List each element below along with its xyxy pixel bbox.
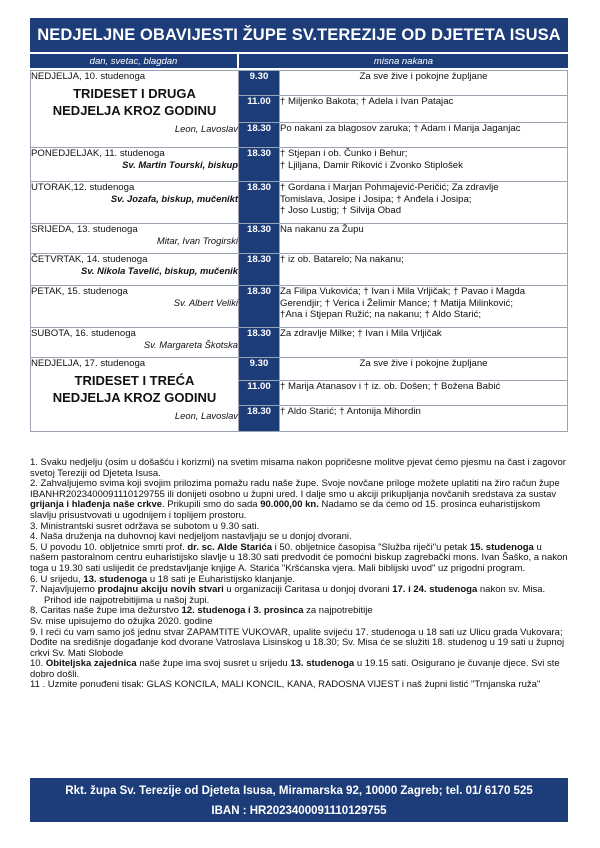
announcement-8: 8. Caritas naše župe ima dežurstvo 12. studenoga i 3. prosinca za najpotrebitije (30, 605, 373, 617)
intention-line: † Stjepan i ob. Čunko i Behur; (280, 148, 408, 159)
mass-intention (280, 182, 568, 224)
day-cell (31, 148, 239, 182)
intention-line: Na nakanu za Župu (280, 224, 364, 235)
day-name: NEDJELJA, 17. studenoga (31, 358, 146, 369)
mass-schedule-table (30, 70, 568, 432)
announcements (30, 458, 568, 691)
table-row (31, 71, 568, 96)
day-cell (31, 254, 239, 286)
mass-intention: † Miljenko Bakota; † Adela i Ivan Patajac (280, 96, 568, 123)
mass-intention (280, 148, 568, 182)
saint-name: Sv. Albert Veliki (173, 297, 238, 308)
day-name: PETAK, 15. studenoga (31, 286, 128, 297)
mass-time: 18.30 (239, 286, 280, 328)
column-header-intent: misna nakana (239, 54, 568, 68)
saint-name: Sv. Margareta Škotska (143, 339, 238, 350)
mass-intention: Za sve žive i pokojne župljane (280, 358, 568, 381)
intention-line: Tomislava, Josipe i Josipa; † Anđela i Josipa; (280, 193, 472, 205)
announcement-1: 1. Svaku nedjelju (osim u došašću i korizmi) na svetim misama nakon popričesne molitve pjevat ćemo pjesmu na čast i zagovor svetoj Tereziji od Djeteta Isusa. (30, 457, 566, 479)
feast-name: NEDJELJA KROZ GODINU (52, 390, 217, 405)
saint-name: Mitar, Ivan Trogirski (156, 235, 238, 246)
saint-name: Leon, Lavoslav (174, 410, 238, 421)
mass-time: 18.30 (239, 254, 280, 286)
announcement-9: 9. I reći ću vam samo još jednu stvar ZAPAMTITE VUKOVAR, upalite svijeću 17. studenoga u 18 sati uz Ulicu grada Vukovara; Dođite na središnje događanje kod dvorane Vatroslava Lisinskog u 18.30; Sv. Misa će se služiti 18. studenog u 19 sati u župnoj crkvi Sv. Mati Slobode (30, 626, 565, 659)
mass-time: 18.30 (239, 182, 280, 224)
feast-name: TRIDESET I DRUGA (73, 86, 196, 101)
mass-time: 18.30 (239, 148, 280, 182)
day-name: NEDJELJA, 10. studenoga (31, 71, 146, 82)
intention-line: † Ljiljana, Damir Riković i Zvonko Stiplošek (280, 159, 463, 171)
announcement-8-cont: Sv. mise upisujemo do ožujka 2020. godine (30, 615, 213, 627)
mass-time: 18.30 (239, 224, 280, 254)
intention-line: Za zdravlje Milke; † Ivan i Mila Vrljičak (280, 328, 442, 339)
page-title: NEDJELJNE OBAVIJESTI ŽUPE SV.TEREZIJE OD DJETETA ISUSA (30, 18, 568, 52)
intention-line: Gerendjir; † Verica i Želimir Mance; † Matija Milinković; (280, 297, 513, 309)
day-cell (31, 71, 239, 148)
footer-address: Rkt. župa Sv. Terezije od Djeteta Isusa, Miramarska 92, 10000 Zagreb; tel. 01/ 6170 525 (65, 785, 533, 797)
footer-contact (30, 778, 568, 822)
saint-name: Leon, Lavoslav (174, 123, 238, 134)
mass-time: 18.30 (239, 328, 280, 358)
table-row (31, 182, 568, 224)
table-row (31, 254, 568, 286)
mass-time: 18.30 (239, 406, 280, 432)
saint-name: Sv. Martin Tourski, biskup (122, 159, 238, 170)
announcement-2: 2. Zahvaljujemo svima koji svojim prilozima pomažu radu naše župe. Svoje novčane priloge možete uplatiti na žiro račun župe IBANHR2023400091110129755 ili donijeti osobno u župni ured. I dalje smo u akciji prikupljanja novčanih sredstava za sustav grijanja i hlađenja naše crkve. Prikupili smo do sada 90.000,00 kn. Nadamo se da ćemo od 15. prosinca euharistijskom slavlju prisustvovati u ugodnijem i toplijem prostoru. (30, 478, 560, 521)
table-row (31, 328, 568, 358)
feast-name: NEDJELJA KROZ GODINU (52, 103, 217, 118)
mass-time: 11.00 (239, 381, 280, 406)
day-cell (31, 358, 239, 432)
mass-intention: Za sve žive i pokojne župljane (280, 71, 568, 96)
day-name: SUBOTA, 16. studenoga (31, 328, 136, 339)
column-header-day: dan, svetac, blagdan (30, 54, 237, 68)
mass-intention: † Marija Atanasov i † iz. ob. Došen; † Božena Babić (280, 381, 568, 406)
mass-intention: Po nakani za blagosov zaruka; † Adam i Marija Jaganjac (280, 123, 568, 148)
mass-time: 9.30 (239, 71, 280, 96)
day-name: ČETVRTAK, 14. studenoga (31, 254, 148, 265)
feast-name: TRIDESET I TREĆA (74, 373, 195, 388)
intention-line: † Joso Lustig; † Silvija Obad (280, 205, 402, 216)
day-name: UTORAK,12. studenoga (31, 182, 135, 193)
day-cell (31, 224, 239, 254)
mass-time: 18.30 (239, 123, 280, 148)
footer-iban: IBAN : HR2023400091110129755 (211, 805, 387, 817)
mass-intention (280, 254, 568, 286)
mass-intention (280, 328, 568, 358)
day-cell (31, 328, 239, 358)
intention-line: †Ana i Stjepan Ružić; na nakanu; † Aldo Starić; (280, 309, 482, 320)
day-name: SRIJEDA, 13. studenoga (31, 224, 138, 235)
announcement-5: 5. U povodu 10. obljetnice smrti prof. dr. sc. Alde Starića i 50. obljetnice časopisa "Služba riječi"u petak 15. studenoga u našem pastoralnom centru euharistijsko slavlje u 18.30 sati predvodit će pomoćni biskup zagrebački mons. Ivan Šaško, a nakon toga u 19.30 sati uslijedit će predstavljanje knjige A. Starića "Kršćanska vjera. Mali biblijski uvod" uz prigodni program. (30, 541, 568, 574)
table-row (31, 286, 568, 328)
intention-line: † Gordana i Marjan Pohmajević-Peričić; Za zdravlje (280, 182, 499, 193)
mass-intention (280, 286, 568, 328)
announcement-7: 7. Najavljujemo prodajnu akciju novih stvari u organizaciji Caritasa u donjoj dvorani 17. i 24. studenoga nakon sv. Misa. (30, 584, 546, 596)
announcement-11: 11 . Uzmite ponuđeni tisak: GLAS KONCILA, MALI KONCIL, KANA, RADOSNA VIJEST i naš župni listić "Trnjanska ruža" (30, 679, 541, 691)
announcement-6: 6. U srijedu, 13. studenoga u 18 sati je Euharistijsko klanjanje. (30, 573, 296, 585)
announcement-4: 4. Naša druženja na duhovnoj kavi nedjeljom nastavljaju se u donjoj dvorani. (30, 531, 352, 543)
intention-line: Za Filipa Vukovića; † Ivan i Mila Vrljičak; † Pavao i Magda (280, 286, 526, 297)
mass-intention: † Aldo Starić; † Antonija Mihordin (280, 406, 568, 432)
table-row (31, 358, 568, 381)
saint-name: Sv. Jozafa, biskup, mučenikt (110, 193, 238, 204)
table-row (31, 224, 568, 254)
intention-line: † iz ob. Batarelo; Na nakanu; (280, 254, 404, 265)
day-name: PONEDJELJAK, 11. studenoga (31, 148, 165, 159)
mass-time: 11.00 (239, 96, 280, 123)
day-cell (31, 182, 239, 224)
announcement-3: 3. Ministrantski susret održava se subotom u 9.30 sati. (30, 520, 260, 532)
mass-intention (280, 224, 568, 254)
announcement-7-cont: Prihod ide najpotrebitijima u našoj župi. (44, 594, 210, 606)
table-row (31, 148, 568, 182)
mass-time: 9.30 (239, 358, 280, 381)
day-cell (31, 286, 239, 328)
announcement-10: 10. Obiteljska zajednica naše župe ima svoj susret u srijedu 13. studenoga u 19.15 sati. Osigurano je čuvanje djece. Svi ste dobro došli. (30, 658, 560, 680)
saint-name: Sv. Nikola Tavelić, biskup, mučenik (80, 265, 238, 276)
